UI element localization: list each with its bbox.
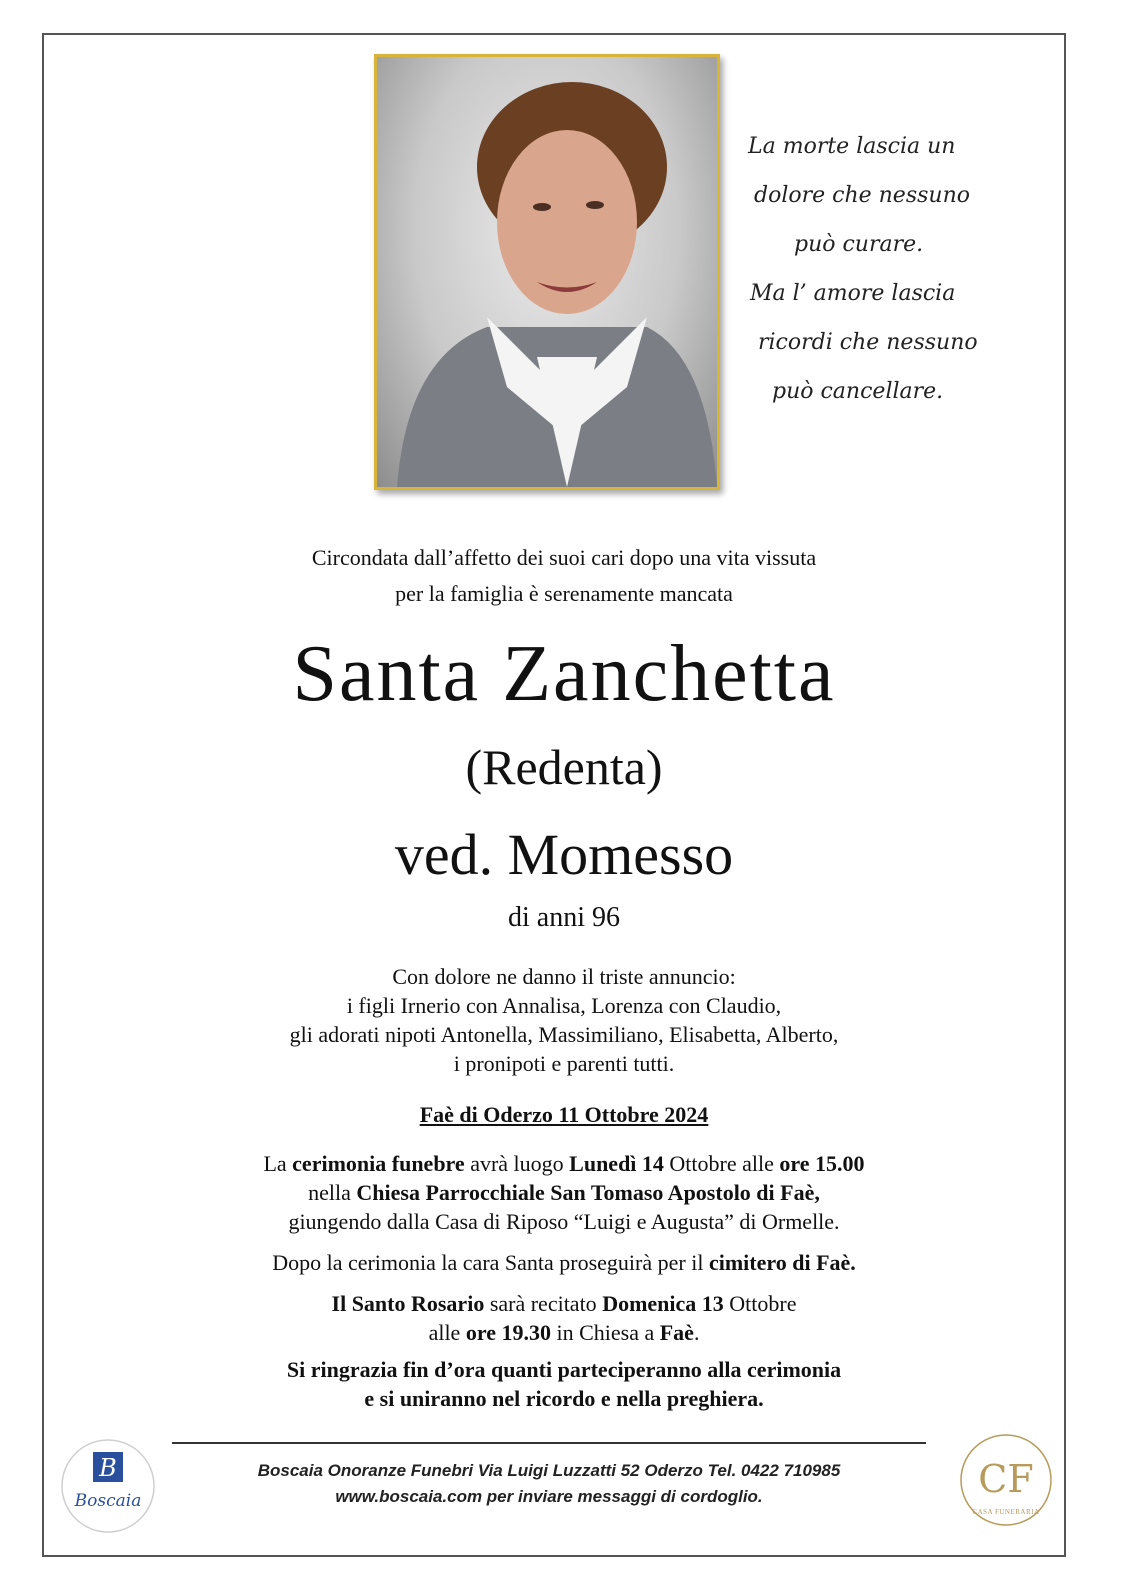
deceased-age: di anni 96 (508, 902, 620, 933)
announcement-line: Con dolore ne danno il triste annuncio: (392, 964, 736, 989)
ceremony-info (0, 1149, 1128, 1236)
casa-funeraria-label: CASA FUNERARIA (972, 1508, 1040, 1516)
rosary-info (0, 1289, 1128, 1347)
quote-line: dolore che nessuno (754, 183, 970, 208)
deceased-married-name: ved. Momesso (394, 822, 734, 887)
intro-line: Circondata dall’affetto dei suoi cari dopo una vita vissuta (311, 545, 817, 570)
intro-line: per la famiglia è serenamente mancata (395, 581, 733, 606)
ceremony-line-2: nella Chiesa Parrocchiale San Tomaso Apostolo di Faè, (308, 1180, 820, 1205)
casa-funeraria-letters: CF (978, 1457, 1034, 1501)
thanks-text (0, 1355, 1128, 1413)
quote-line: La morte lascia un (748, 134, 956, 159)
boscaia-logo (60, 1438, 156, 1534)
footer-contact (172, 1458, 926, 1510)
ceremony-line-1: La cerimonia funebre avrà luogo Lunedì 14 Ottobre alle ore 15.00 (263, 1151, 865, 1176)
footer-address: Boscaia Onoranze Funebri Via Luigi Luzzatti 52 Oderzo Tel. 0422 710985 (257, 1461, 841, 1480)
quote-line: può cancellare. (772, 379, 944, 404)
thanks-line: e si uniranno nel ricordo e nella preghiera. (364, 1386, 764, 1411)
footer-divider (172, 1442, 926, 1444)
rosary-line-2: alle ore 19.30 in Chiesa a Faè. (428, 1320, 700, 1345)
ceremony-line-3: giungendo dalla Casa di Riposo “Luigi e Augusta” di Ormelle. (288, 1209, 840, 1234)
family-announcement (0, 962, 1128, 1078)
announcement-line: i figli Irnerio con Annalisa, Lorenza con Claudio, (346, 993, 782, 1018)
quote-line: ricordi che nessuno (758, 330, 978, 355)
quote-line: può curare. (794, 232, 924, 257)
rosary-line-1: Il Santo Rosario sarà recitato Domenica 13 Ottobre (331, 1291, 797, 1316)
announcement-line: gli adorati nipoti Antonella, Massimiliano, Elisabetta, Alberto, (289, 1022, 839, 1047)
announcement-line: i pronipoti e parenti tutti. (453, 1051, 675, 1076)
portrait-photo (374, 54, 720, 490)
deceased-name: Santa Zanchetta (292, 630, 836, 718)
portrait-illustration (377, 57, 717, 487)
deceased-nickname: (Redenta) (465, 739, 663, 795)
burial-info: Dopo la cerimonia la cara Santa proseguirà per il cimitero di Faè. (272, 1250, 856, 1275)
intro-text (0, 540, 1128, 612)
boscaia-logo-text: Boscaia (74, 1491, 142, 1511)
footer-website[interactable]: www.boscaia.com per inviare messaggi di cordoglio. (335, 1487, 763, 1506)
place-date-text: Faè di Oderzo 11 Ottobre 2024 (419, 1102, 709, 1127)
quote-line: Ma l’ amore lascia (750, 281, 956, 306)
thanks-line: Si ringrazia fin d’ora quanti parteciperanno alla cerimonia (286, 1357, 842, 1382)
memorial-quote (738, 122, 988, 416)
place-date (0, 1097, 1128, 1133)
boscaia-logo-letter: B (99, 1454, 117, 1482)
